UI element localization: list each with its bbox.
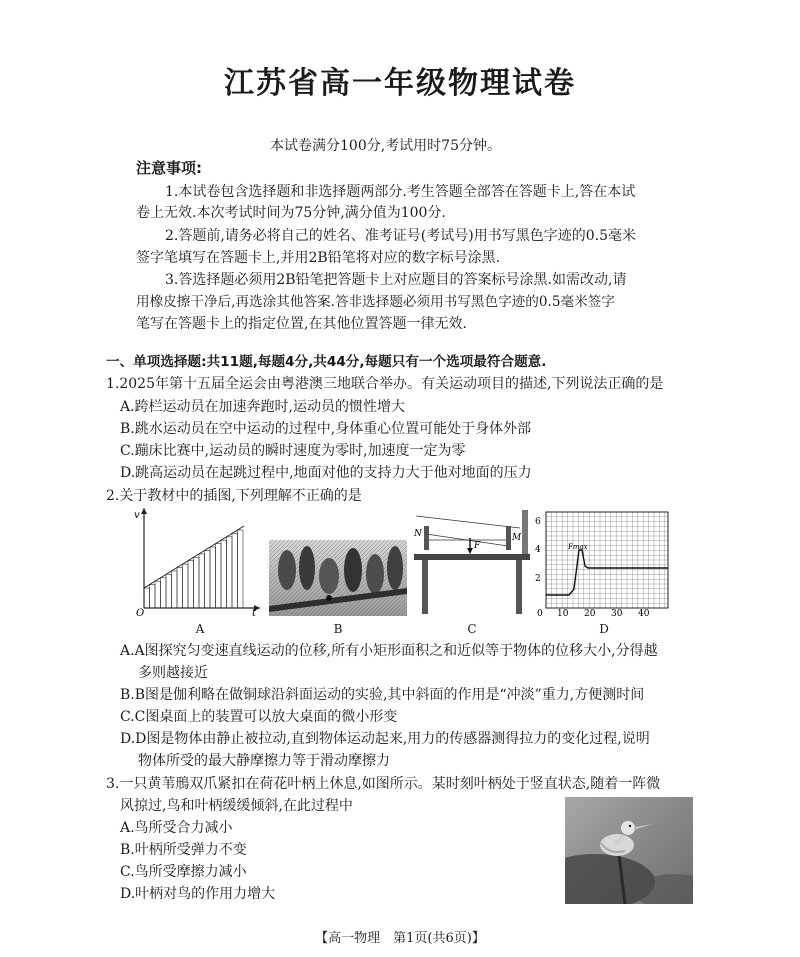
figure-d-ytick: 4: [535, 545, 541, 555]
notes-heading: 注意事项:: [136, 159, 202, 177]
figure-a-area-rect: [155, 581, 161, 608]
figure-a-area-rect: [194, 557, 200, 608]
notes-line: 笔写在答题卡上的指定位置,在其他位置答题一律无效.: [136, 316, 467, 332]
figure-a-t-label: t: [252, 608, 257, 616]
figure-c-force-label: F: [474, 541, 481, 551]
figure-c-mirror-m: [506, 526, 511, 550]
figure-d-grid: [546, 512, 668, 608]
question-2-option-b: B.B图是伽利略在做铜球沿斜面运动的实验,其中斜面的作用是“冲淡”重力,方便测时间: [120, 687, 645, 703]
figure-c-mirror-n: [424, 526, 429, 550]
bird-photo-art: [565, 797, 693, 904]
figure-d-label: D: [599, 622, 609, 636]
exam-info: 本试卷满分100分,考试用时75分钟。: [270, 138, 501, 154]
figure-a-area-rect: [216, 544, 222, 608]
question-1-option-a: A.跨栏运动员在加速奔跑时,运动员的惯性增大: [120, 399, 406, 415]
question-3-option-a: A.鸟所受合力减小: [120, 820, 233, 836]
figure-d-peak-label: Fmax: [568, 543, 588, 551]
figure-c-light-ray: [416, 516, 520, 528]
figure-d-ytick: 2: [535, 574, 541, 584]
figure-a-area-rect: [183, 564, 189, 608]
figure-c-force-arrowhead: [467, 548, 473, 554]
figure-d-ytick: 6: [535, 517, 541, 527]
figure-d-xtick: 30: [611, 609, 623, 619]
figure-c-table-mirror-apparatus: [412, 510, 532, 618]
figure-a-area-rect: [150, 585, 156, 608]
notes-line: 用橡皮擦干净后,再选涂其他答案.答非选择题必须用书写黑色字迹的0.5毫米签字: [136, 294, 615, 310]
figure-a-area-rect: [221, 540, 227, 608]
figure-d-force-curve: [546, 550, 668, 595]
section-heading: 一、单项选择题:共11题,每题4分,共44分,每题只有一个选项最符合题意.: [106, 354, 547, 370]
figure-a-area-rect: [227, 537, 233, 608]
question-1-option-c: C.蹦床比赛中,运动员的瞬时速度为零时,加速度一定为零: [120, 443, 466, 459]
notes-line: 签字笔填写在答题卡上,并用2B铅笔将对应的数字标号涂黑.: [136, 250, 501, 266]
figure-c-mirror-m-label: M: [512, 533, 522, 543]
figure-a-area-rect: [210, 547, 216, 608]
figure-b-label: B: [333, 622, 343, 636]
page-title: 江苏省高一年级物理试卷: [224, 66, 576, 101]
question-2-option-c: C.C图桌面上的装置可以放大桌面的微小形变: [120, 709, 398, 725]
figure-d-xtick: 0: [537, 609, 543, 619]
figure-a-label: A: [195, 622, 205, 636]
figure-c-tabletop: [414, 554, 530, 560]
figure-a-area-rect: [238, 530, 244, 608]
figure-d-xtick: 20: [584, 609, 596, 619]
question-2-stem: 2.关于教材中的插图,下列理解不正确的是: [106, 488, 362, 504]
figure-d-xtick: 10: [557, 609, 569, 619]
question-3-option-c: C.鸟所受摩擦力减小: [120, 864, 247, 880]
figure-a-area-rect: [188, 561, 194, 608]
figure-b-engraving-art: [269, 540, 407, 616]
question-3-stem: 3.一只黄苇鳽双爪紧扣在荷花叶柄上休息,如图所示。某时刻叶柄处于竖直状态,随着一阵微: [106, 776, 661, 792]
figure-a-v-arrow: [141, 508, 147, 514]
notes-line: 1.本试卷包含选择题和非选择题两部分.考生答题全部答在答题卡上,答在本试: [165, 184, 636, 200]
notes-line: 3.答选择题必须用2B铅笔把答题卡上对应题目的答案标号涂黑.如需改动,请: [165, 272, 627, 288]
question-3-option-b: B.叶柄所受弹力不变: [120, 842, 247, 858]
question-2-option-d-cont: 物体所受的最大静摩擦力等于滑动摩擦力: [138, 753, 390, 769]
figure-a-area-rect: [172, 571, 178, 608]
figure-a-vt-graph: [134, 504, 264, 616]
figure-b-galileo-engraving: [269, 540, 407, 616]
figure-c-scale: [522, 510, 528, 560]
figure-a-origin-label: O: [136, 608, 145, 616]
figure-a-area-rect: [199, 554, 205, 608]
figure-a-rectangles: [144, 530, 243, 608]
figure-a-area-rect: [166, 574, 172, 608]
question-3-stem-cont: 风掠过,鸟和叶柄缓缓倾斜,在此过程中: [120, 798, 353, 814]
question-1-option-d: D.跳高运动员在起跳过程中,地面对他的支持力大于他对地面的压力: [120, 465, 532, 481]
figure-a-area-rect: [144, 588, 150, 608]
notes-line: 2.答题前,请务必将自己的姓名、准考证号(考试号)用书写黑色字迹的0.5毫米: [165, 228, 636, 244]
question-2-option-a-cont: 多则越接近: [138, 665, 208, 681]
question-3-bird-photo: [565, 797, 693, 904]
figure-d-force-sensor-graph: [532, 504, 672, 620]
question-3-option-d: D.叶柄对鸟的作用力增大: [120, 886, 276, 902]
figure-a-area-rect: [205, 550, 211, 608]
figure-a-vt-line: [144, 526, 244, 588]
figure-a-area-rect: [161, 578, 167, 608]
figure-a-v-label: v: [134, 510, 140, 521]
question-1-option-b: B.跳水运动员在空中运动的过程中,身体重心位置可能处于身体外部: [120, 421, 532, 437]
figure-a-area-rect: [232, 533, 238, 608]
figure-c-table-leg: [516, 560, 522, 614]
figure-c-mirror-n-label: N: [414, 529, 422, 539]
figure-c-table-leg: [422, 560, 428, 614]
figure-d-xtick: 40: [638, 609, 650, 619]
question-1-stem: 1.2025年第十五届全运会由粤港澳三地联合举办。有关运动项目的描述,下列说法正确的是: [106, 376, 664, 392]
page-footer: 【高一物理 第1页(共6页)】: [315, 931, 485, 946]
notes-line: 卷上无效.本次考试时间为75分钟,满分值为100分.: [136, 205, 446, 221]
question-2-option-d: D.D图是物体由静止被拉动,直到物体运动起来,用力的传感器测得拉力的变化过程,说明: [120, 731, 650, 747]
figure-a-area-rect: [177, 568, 183, 608]
figure-c-label: C: [467, 622, 477, 636]
question-2-option-a: A.A图探究匀变速直线运动的位移,所有小矩形面积之和近似等于物体的位移大小,分得越: [120, 643, 658, 659]
